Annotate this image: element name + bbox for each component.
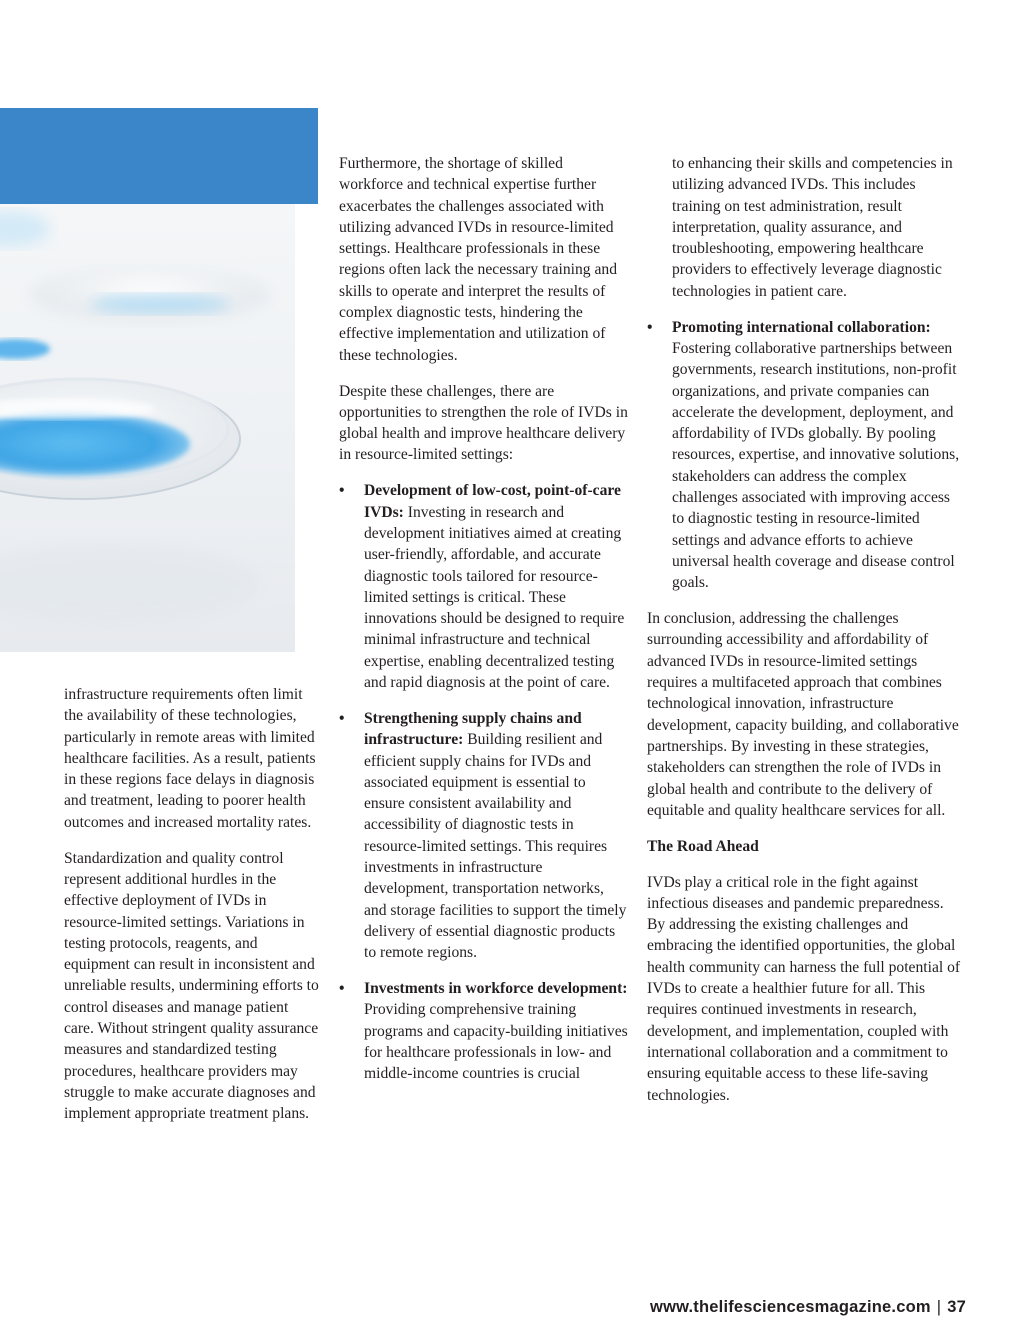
body-paragraph: Furthermore, the shortage of skilled workforce and technical expertise further exacerbates the challenges associated with utilizing advanced IVDs in resource-limited settings. Healthcare professionals in these regions often lack the necessary training and skills to operate and interpret the results of complex diagnostic tests, hindering the effective implementation and utilization of these technologies. xyxy=(339,155,617,364)
list-item-text: Investing in research and development initiatives aimed at creating user-friendly, affordable, and accurate diagnostic tools tailored for resource-limited settings is critical. These innovations should be designed to require minimal infrastructure and technical expertise, enabling decentralized testing and rapid diagnosis at the point of care. xyxy=(364,503,625,692)
list-item-text: Fostering collaborative partnerships between governments, research institutions, non-profit organizations, and private companies can accelerate the development, deployment, and affordability of IVDs globally. By pooling resources, expertise, and innovative solutions, stakeholders can address the complex challenges associated with improving access to diagnostic testing in resource-limited settings and advance efforts to achieve universal health coverage and disease control goals. xyxy=(672,339,960,592)
bullet-icon: • xyxy=(339,482,345,500)
bullet-icon: • xyxy=(339,980,345,998)
conclusion-paragraph: In conclusion, addressing the challenges surrounding accessibility and affordability of advanced IVDs in resource-limited settings requires a multifaceted approach that combines technological innovation, infrastructure development, capacity building, and collaborative partnerships. By investing in these strategies, stakeholders can strengthen the role of IVDs in global health and contribute to the delivery of equitable and quality healthcare services for all. xyxy=(647,610,959,819)
list-item xyxy=(339,978,629,1084)
right-column xyxy=(647,153,965,1120)
page-footer xyxy=(650,1298,966,1317)
list-item xyxy=(647,317,965,594)
body-paragraph: IVDs play a critical role in the fight against infectious diseases and pandemic preparedness. By addressing the existing challenges and embracing the identified opportunities, the global health community can harness the full potential of IVDs to create a healthier future for all. This requires continued investments in research, development, and implementation, coupled with international collaboration and a commitment to ensuring equitable access to these life-saving technologies. xyxy=(647,873,961,1104)
section-heading: The Road Ahead xyxy=(647,837,759,855)
middle-column xyxy=(339,153,629,1099)
list-item xyxy=(339,480,629,693)
decorative-blue-band xyxy=(0,108,318,204)
list-item-continuation: to enhancing their skills and competencies in utilizing advanced IVDs. This includes training on test administration, result interpretation, quality assurance, and troubleshooting, empowering healthcare providers to effectively leverage diagnostic technologies in patient care. xyxy=(672,155,953,300)
page-number: 37 xyxy=(947,1298,966,1316)
petri-dish-photo xyxy=(0,204,295,652)
list-item xyxy=(339,708,629,964)
petri-dish-illustration xyxy=(0,204,295,652)
list-item-title: Investments in workforce development: xyxy=(364,980,628,998)
body-paragraph: Despite these challenges, there are opportunities to strengthen the role of IVDs in global health and improve healthcare delivery in resource-limited settings: xyxy=(339,382,628,464)
website-link[interactable]: www.thelifesciencesmagazine.com xyxy=(650,1298,931,1316)
list-item-text: Providing comprehensive training programs and capacity-building initiatives for healthcare professionals in low- and middle-income countries is crucial xyxy=(364,1001,628,1083)
bullet-icon: • xyxy=(647,318,653,336)
body-paragraph: infrastructure requirements often limit the availability of these technologies, particularly in remote areas with limited healthcare facilities. As a result, patients in these regions face delays in diagnosis and treatment, leading to poorer health outcomes and increased mortality rates. xyxy=(64,686,316,831)
list-item-text: Building resilient and efficient supply chains for IVDs and associated equipment is essential to ensure consistent availability and accessibility of diagnostic tests in resource-limited settings. This requires investments in infrastructure development, transportation networks, and storage facilities to support the timely delivery of essential diagnostic products to remote regions. xyxy=(364,731,627,962)
list-item-title: Development of low-cost, point-of-care IVDs: xyxy=(364,482,621,521)
list-item-title: Strengthening supply chains and infrastructure: xyxy=(364,709,582,749)
bullet-icon: • xyxy=(339,709,345,727)
list-item-title: Promoting international collaboration: xyxy=(672,318,931,336)
footer-separator: | xyxy=(936,1298,942,1316)
opportunities-list xyxy=(339,480,629,1084)
opportunities-list-continued xyxy=(647,317,965,594)
photo-frame-gap xyxy=(295,204,318,652)
left-column xyxy=(64,684,322,1139)
body-paragraph: Standardization and quality control represent additional hurdles in the effective deployment of IVDs in resource-limited settings. Variations in testing protocols, reagents, and equipment can result in inconsistent and unreliable results, undermining efforts to control diseases and manage patient care. Without stringent quality assurance measures and standardized testing procedures, healthcare providers may struggle to make accurate diagnoses and implement appropriate treatment plans. xyxy=(64,849,319,1123)
